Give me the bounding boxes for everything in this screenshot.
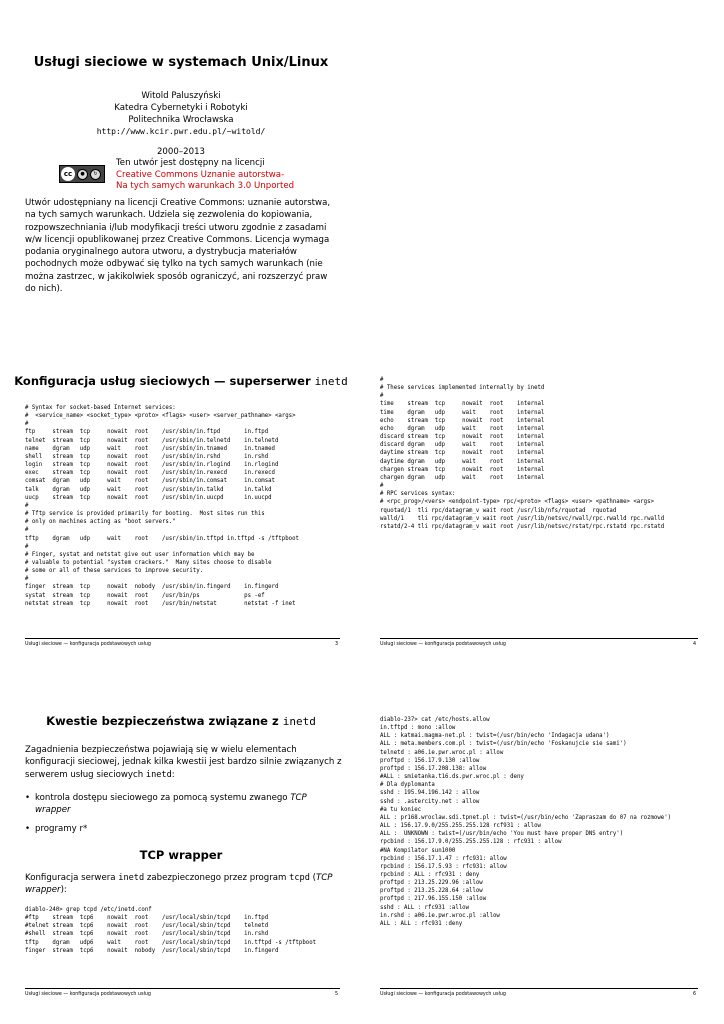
sa-icon: ↻ bbox=[90, 169, 101, 180]
slide-3 bbox=[0, 362, 362, 662]
homepage-link[interactable]: http://www.kcir.pwr.edu.pl/~witold/ bbox=[96, 127, 266, 136]
para-end: : bbox=[171, 769, 175, 780]
footer-text: Usługi sieciowe — konfiguracja podstawowych usług bbox=[380, 992, 506, 997]
bullet-em: TCP wrapper bbox=[35, 793, 307, 816]
wrapper-paragraph bbox=[25, 872, 343, 897]
years: 2000–2013 bbox=[156, 147, 206, 157]
slide-4 bbox=[362, 362, 724, 662]
bullet-text: kontrola dostępu sieciowego za pomocą systemu zwanego bbox=[35, 793, 291, 803]
page-title: Usługi sieciowe w systemach Unix/Linux bbox=[33, 55, 329, 70]
slide-5-title-mono: inetd bbox=[282, 715, 316, 728]
footer-rule bbox=[380, 988, 698, 989]
p2-open: ( bbox=[309, 873, 316, 883]
list-item bbox=[25, 792, 343, 817]
footer-text: Usługi sieciowe — konfiguracja podstawowych usług bbox=[25, 642, 151, 647]
footer-rule bbox=[25, 988, 340, 989]
tcpd-code: diablo-240> grep tcpd /etc/inetd.conf #ftp stream tcp6 nowait root /usr/local/sbin/tcpd in.ftpd #telnet stream tcp6 nowait root /usr/local/sbin/tcpd telnetd #shell stream tcp6 nowait root /usr/local/sbin/tcpd in.rshd tftp dgram udp6 wait root /usr/local/sbin/tcpd in.tftpd -s /tftpboot finger stream tcp6 nowait nobody /usr/local/sbin/tcpd in.fingerd bbox=[25, 907, 317, 954]
license-paragraph: Utwór udostępniany na licencji Creative Commons: uznanie autorstwa, na tych samych warunkach. Udziela się zezwolenia do kopiowania, rozpowszechniania i/lub modyfikacji treści utworu zgodnie z zasadami w/w licencji opublikowanej przez Creative Commons. Licencja wymaga podania oryginalnego autora utworu, a dystrybucja materiałów pochodnych może odbywać się tylko na tych samych warunkach (nie można zastrzec, w jakikolwiek sposób ograniczyć, ani rozszerzyć praw do nich). bbox=[25, 198, 331, 295]
slide-5-title bbox=[0, 714, 362, 728]
slide-5-title-text: Kwestie bezpieczeństwa związane z bbox=[46, 714, 279, 728]
page-number: 6 bbox=[693, 992, 697, 997]
footer-text: Usługi sieciowe — konfiguracja podstawowych usług bbox=[380, 642, 506, 647]
page-number: 3 bbox=[335, 642, 339, 647]
license-line: Ten utwór jest dostępny na licencji bbox=[116, 158, 265, 168]
slide-title-page bbox=[0, 0, 362, 340]
list-item: • programy r* bbox=[25, 823, 343, 835]
slide-5 bbox=[0, 700, 362, 1024]
page-number: 4 bbox=[693, 642, 697, 647]
p2-mid: zabezpieczonego przez program bbox=[144, 873, 290, 883]
p2-close: ): bbox=[60, 885, 67, 896]
license-link-cont[interactable]: Na tych samych warunkach 3.0 Unported bbox=[116, 181, 295, 191]
p2-em: TCP wrapper bbox=[25, 873, 333, 896]
footer-rule bbox=[25, 638, 340, 639]
inetd-internal-code: # # These services implemented internally by inetd # time stream tcp nowait root internal time dgram udp wait root internal echo stream tcp nowait root internal echo dgram udp wait root internal discard stream tcp nowait root internal discard dgram udp wait root internal daytime stream tcp nowait root internal daytime dgram udp wait root internal chargen stream tcp nowait root internal chargen dgram udp wait root internal # # RPC services syntax: # <rpc_prog>/<vers> <endpoint-type> rpc/<proto> <flags> <user> <pathname> <args> rquotad/1 tli rpc/datagram_v wait root /usr/lib/nfs/rquotad rquotad walld/1 tli rpc/datagram_v wait root /usr/lib/netsvc/rwall/rpc.rwalld rpc.rwalld rstatd/2-4 tli rpc/datagram_v wait root /usr/lib/netsvc/rstat/rpc.rstatd rpc.rstatd bbox=[380, 377, 665, 530]
slide-3-title-text: Konfiguracja usług sieciowych — superserwer bbox=[14, 374, 311, 388]
para-text: Zagadnienia bezpieczeństwa pojawiają się w wielu elementach konfiguracji sieciowej, jednak kilka kwestii jest bardzo silnie związanych z serwerem usług sieciowych bbox=[25, 745, 342, 780]
page-number: 5 bbox=[335, 992, 339, 997]
author-name: Witold Paluszyński bbox=[141, 91, 221, 101]
p2-mono2: tcpd bbox=[289, 873, 310, 883]
hosts-allow-code: diablo-237> cat /etc/hosts.allow in.tftpd : mono :allow ALL : katmai.magma-net.pl : twist=(/usr/bin/echo 'Indagacja udana') ALL : meta.members.com.pl : twist=(/usr/bin/echo 'Foskanujcie sie sami') telnetd : a06.ie.pwr.wroc.pl : allow proftpd : 156.17.9.130 :allow proftpd : 156.17.208.138: allow #ALL : smietanka.t16.ds.pwr.wroc.pl : deny # Dla dyplomanta sshd : 195.94.196.142 : allow sshd : .astercity.net : allow #a tu koniec ALL : pr168.wroclaw.sdi.tpnet.pl : twist=(/usr/bin/echo 'Zapraszam do 07 na rozmowe') ALL : 156.17.9.0/255.255.255.128 rcf931 : allow ALL : UNKNOWN : twist=(/usr/bin/echo 'You must have proper DNS entry') rpcbind : 156.17.9.0/255.255.255.128 : rfc931 : allow #NA Kompilator sun1000 rpcbind : 156.17.1.47 : rfc931: allow rpcbind : 156.17.5.93 : rfc931: allow rpcbind : ALL : rfc931 : deny proftpd : 213.25.229.96 :allow proftpd : 213.25.228.64 :allow proftpd : 217.96.155.150 :allow sshd : ALL : rfc931 :allow in.rshd : a06.ie.pwr.wroc.pl :allow ALL : ALL : rfc931 :deny bbox=[380, 717, 672, 927]
para-mono: inetd bbox=[145, 769, 172, 780]
cc-badge: cc bbox=[61, 167, 75, 181]
slide-6 bbox=[362, 700, 724, 1024]
by-icon: ● bbox=[77, 169, 88, 180]
cc-license-icon bbox=[59, 165, 105, 183]
slide-3-title bbox=[0, 374, 362, 388]
footer-rule bbox=[380, 638, 698, 639]
slide-3-title-mono: inetd bbox=[314, 375, 348, 388]
security-bullets bbox=[25, 792, 343, 835]
inetd-conf-code: # Syntax for socket-based Internet services: # <service_name> <socket_type> <proto> <flags> <user> <server_pathname> <args> # ftp stream tcp nowait root /usr/sbin/in.ftpd in.ftpd telnet stream tcp nowait root /usr/sbin/in.telnetd in.telnetd name dgram udp wait root /usr/sbin/in.tnamed in.tnamed shell stream tcp nowait root /usr/sbin/in.rshd in.rshd login stream tcp nowait root /usr/sbin/in.rlogind in.rlogind exec stream tcp nowait root /usr/sbin/in.rexecd in.rexecd comsat dgram udp wait root /usr/sbin/in.comsat in.comsat talk dgram udp wait root /usr/sbin/in.talkd in.talkd uucp stream tcp nowait root /usr/sbin/in.uucpd in.uucpd # # Tftp service is provided primarily for booting. Most sites run this # only on machines acting as "boot servers." # tftp dgram udp wait root /usr/sbin/in.tftpd in.tftpd -s /tftpboot # # Finger, systat and netstat give out user information which may be # valuable to potential "system crackers." Many sites choose to disable # some or all of these services to improve security. # finger stream tcp nowait nobody /usr/sbin/in.fingerd in.fingerd systat stream tcp nowait root /usr/bin/ps ps -ef netstat stream tcp nowait root /usr/bin/netstat netstat -f inet bbox=[25, 405, 299, 607]
p2-pre: Konfiguracja serwera bbox=[25, 873, 119, 883]
security-paragraph bbox=[25, 744, 343, 781]
license-link[interactable]: Creative Commons Uznanie autorstwa- bbox=[116, 169, 285, 180]
department: Katedra Cybernetyki i Robotyki bbox=[114, 103, 248, 113]
license-info bbox=[116, 158, 294, 193]
author-block bbox=[0, 90, 362, 138]
footer-text: Usługi sieciowe — konfiguracja podstawowych usług bbox=[25, 992, 151, 997]
university: Politechnika Wrocławska bbox=[128, 115, 234, 125]
p2-mono: inetd bbox=[118, 873, 145, 883]
section-title: TCP wrapper bbox=[139, 848, 223, 862]
